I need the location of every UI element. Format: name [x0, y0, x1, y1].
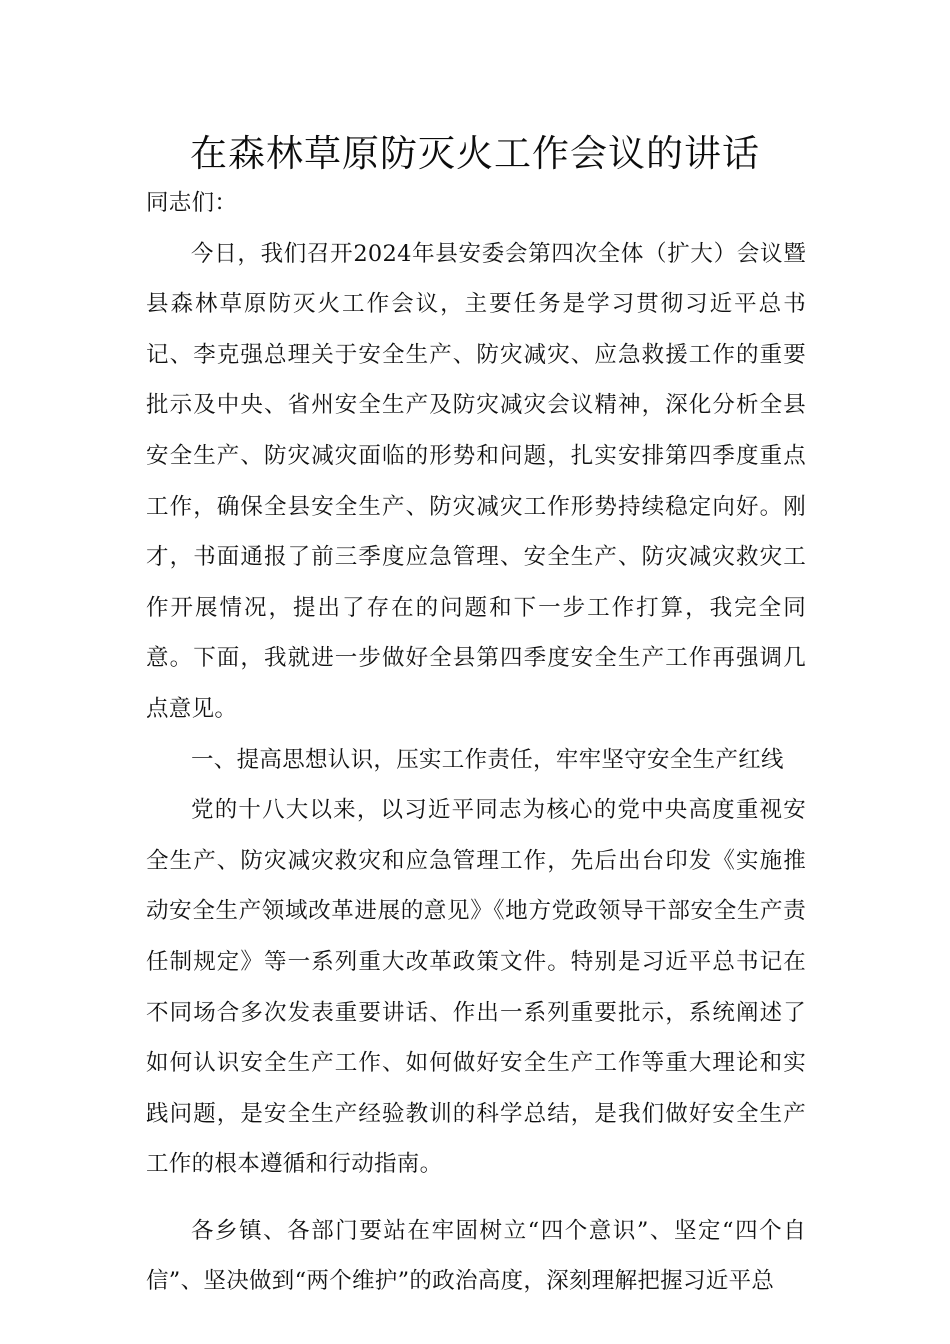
- document-body: [146, 178, 806, 1307]
- document-title: 在森林草原防灭火工作会议的讲话: [190, 132, 760, 175]
- paragraph-section-1: 党的十八大以来，以习近平同志为核心的党中央高度重视安全生产、防灾减灾救灾和应急管理工作，先后出台印发《实施推动安全生产领域改革进展的意见》《地方党政领导干部安全生产责任制规定》等一系列重大改革政策文件。特别是习近平总书记在不同场合多次发表重要讲话、作出一系列重要批示，系统阐述了如何认识安全生产工作、如何做好安全生产工作等重大理论和实践问题，是安全生产经验教训的科学总结，是我们做好安全生产工作的根本遵循和行动指南。: [146, 797, 806, 1178]
- salutation: 同志们：: [146, 190, 238, 216]
- paragraph-continued: 各乡镇、各部门要站在牢固树立“四个意识”、坚定“四个自信”、坚决做到“两个维护”的政治高度，深刻理解把握习近平总: [146, 1217, 806, 1295]
- paragraph-gap: [146, 1190, 806, 1206]
- paragraph-intro: 今日，我们召开2024年县安委会第四次全体（扩大）会议暨县森林草原防灭火工作会议，主要任务是学习贯彻习近平总书记、李克强总理关于安全生产、防灾减灾、应急救援工作的重要批示及中央、省州安全生产及防灾减灾会议精神，深化分析全县安全生产、防灾减灾面临的形势和问题，扎实安排第四季度重点工作，确保全县安全生产、防灾减灾工作形势持续稳定向好。刚才，书面通报了前三季度应急管理、安全生产、防灾减灾救灾工作开展情况，提出了存在的问题和下一步工作打算，我完全同意。下面，我就进一步做好全县第四季度安全生产工作再强调几点意见。: [146, 240, 806, 722]
- section-heading-1: 一、提高思想认识，压实工作责任，牢牢坚守安全生产红线: [191, 746, 784, 773]
